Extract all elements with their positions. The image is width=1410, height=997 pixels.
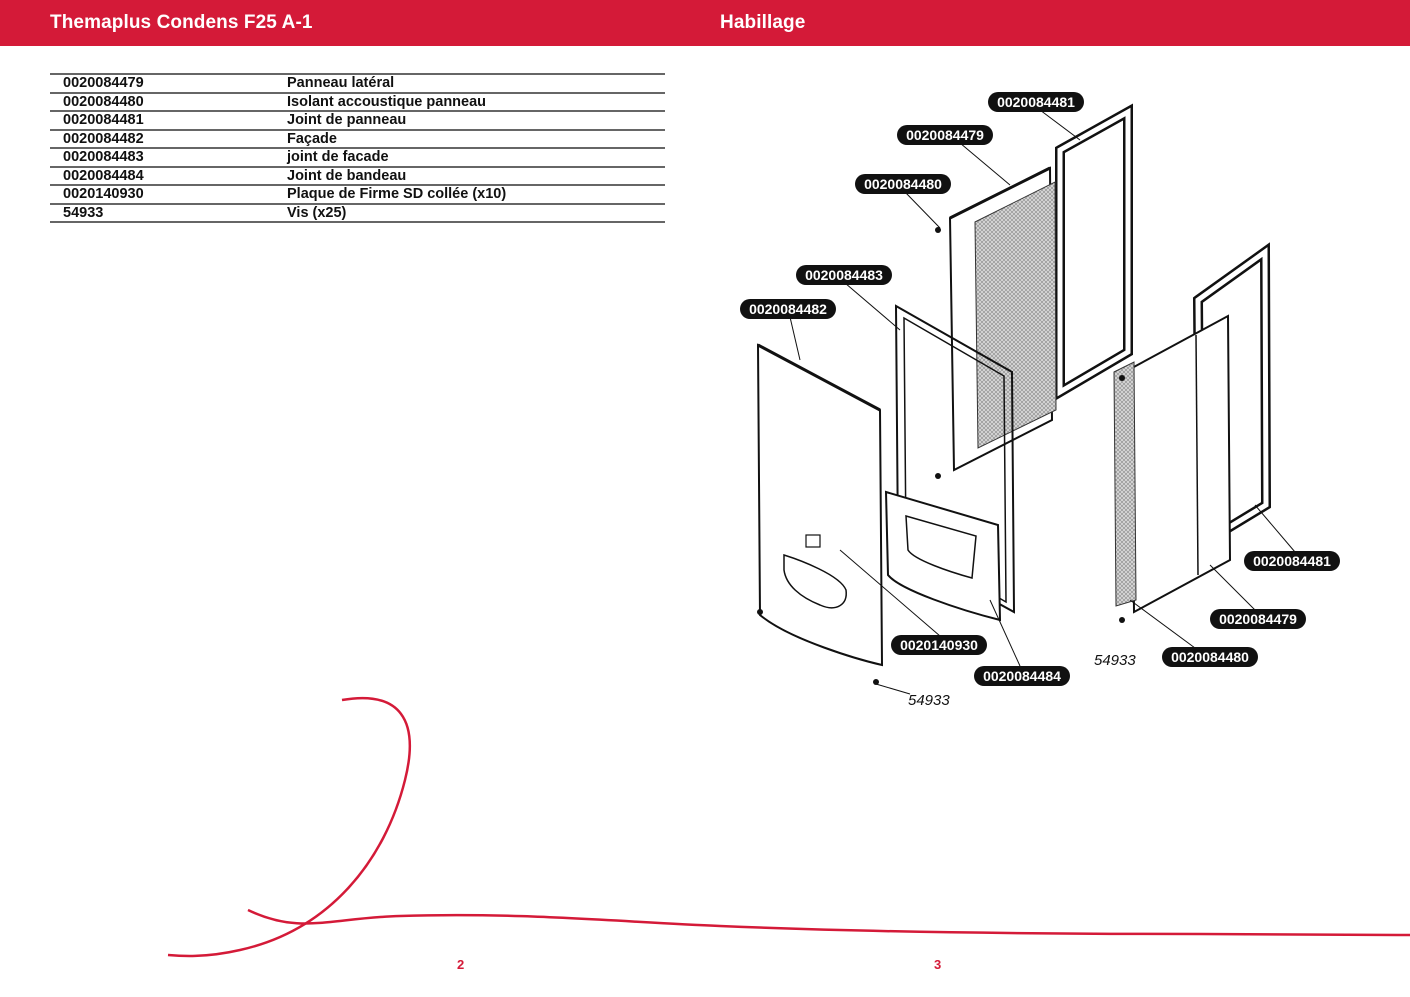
- exploded-diagram: [700, 70, 1410, 750]
- side-panel-upper: [950, 168, 1056, 470]
- panel-strip: [886, 492, 1000, 620]
- svg-text:0020140930: 0020140930: [900, 637, 978, 653]
- svg-text:0020084480: 0020084480: [1171, 649, 1249, 665]
- part-desc: Vis (x25): [287, 204, 665, 223]
- callout-screw-right: 54933: [1094, 652, 1136, 669]
- callout-0020084484: [974, 666, 1070, 686]
- part-desc: Panneau latéral: [287, 74, 665, 93]
- callout-0020084480-lower: [1162, 647, 1258, 667]
- callout-screw-bottom: 54933: [908, 692, 950, 709]
- part-desc: joint de facade: [287, 148, 665, 167]
- callout-0020084481-lower: [1244, 551, 1340, 571]
- callout-0020084481-upper: [988, 92, 1084, 112]
- part-desc: Joint de bandeau: [287, 167, 665, 186]
- section-title: Habillage: [720, 12, 806, 33]
- part-ref: 0020084479: [50, 74, 287, 93]
- screw-icon: [757, 609, 763, 615]
- part-ref: 0020084482: [50, 130, 287, 149]
- document-title: Themaplus Condens F25 A-1: [50, 12, 313, 33]
- part-ref: 54933: [50, 204, 287, 223]
- svg-text:0020084481: 0020084481: [997, 94, 1075, 110]
- part-desc: Isolant accoustique panneau: [287, 93, 665, 112]
- callout-0020084480-upper: [855, 174, 951, 194]
- svg-text:0020084482: 0020084482: [749, 301, 827, 317]
- front-panel: [758, 345, 882, 665]
- page-number-right: 3: [934, 957, 942, 972]
- callout-0020140930: [891, 635, 987, 655]
- svg-text:0020084484: 0020084484: [983, 668, 1061, 684]
- part-ref: 0020140930: [50, 185, 287, 204]
- callout-0020084479-lower: [1210, 609, 1306, 629]
- part-ref: 0020084484: [50, 167, 287, 186]
- part-desc: Façade: [287, 130, 665, 149]
- screw-icon: [1119, 617, 1125, 623]
- screw-icon: [935, 473, 941, 479]
- svg-text:0020084483: 0020084483: [805, 267, 883, 283]
- svg-text:0020084479: 0020084479: [906, 127, 984, 143]
- part-ref: 0020084481: [50, 111, 287, 130]
- part-desc: Plaque de Firme SD collée (x10): [287, 185, 665, 204]
- callout-0020084483: [796, 265, 892, 285]
- callout-0020084479-upper: [897, 125, 993, 145]
- callout-0020084482: [740, 299, 836, 319]
- svg-text:0020084479: 0020084479: [1219, 611, 1297, 627]
- part-ref: 0020084483: [50, 148, 287, 167]
- part-desc: Joint de panneau: [287, 111, 665, 130]
- screw-icon: [1119, 375, 1125, 381]
- panel-gasket-upper: [1060, 112, 1128, 392]
- part-ref: 0020084480: [50, 93, 287, 112]
- svg-text:0020084480: 0020084480: [864, 176, 942, 192]
- page-number-left: 2: [457, 957, 465, 972]
- svg-text:0020084481: 0020084481: [1253, 553, 1331, 569]
